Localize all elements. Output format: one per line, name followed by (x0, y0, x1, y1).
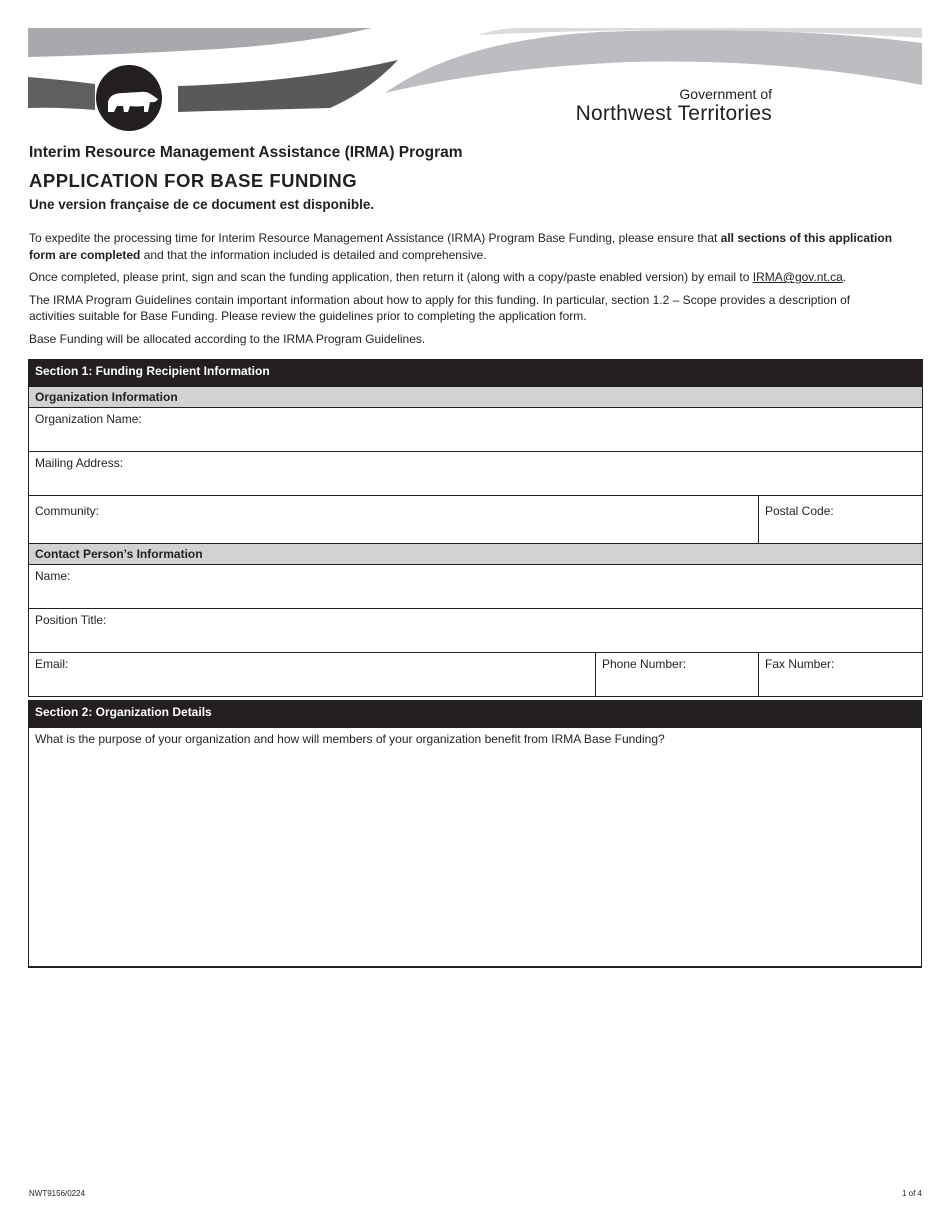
intro-paragraph-1 (29, 230, 894, 263)
community-field[interactable] (29, 496, 759, 544)
phone-number-field[interactable] (596, 653, 759, 697)
intro-paragraph-3: The IRMA Program Guidelines contain important information about how to apply for this funding. In particular, section 1.2 – Scope provides a description of activities suitable for Base Funding. Please review the guidelines prior to completing the application form. (29, 292, 851, 323)
program-title: Interim Resource Management Assistance (IRMA) Program (29, 144, 463, 161)
position-title-field[interactable] (29, 609, 923, 653)
email-field[interactable] (29, 653, 596, 697)
irma-email-link[interactable]: IRMA@gov.nt.ca (752, 270, 843, 284)
contact-name-field[interactable] (29, 565, 923, 609)
government-wordmark (576, 86, 772, 126)
intro-p1-text: To expedite the processing time for Interim Resource Management Assistance (IRMA) Program Base Funding, please ensure that (29, 231, 721, 245)
banner-swoosh-top (28, 28, 372, 57)
contact-name-label: Name: (35, 569, 71, 583)
form-number: NWT9156/0224 (29, 1189, 86, 1198)
section1-heading: Section 1: Funding Recipient Information (29, 360, 923, 387)
section2-heading: Section 2: Organization Details (29, 701, 922, 728)
intro-p2-end: . (842, 270, 847, 284)
email-label: Email: (35, 657, 69, 671)
section2-table (28, 700, 922, 968)
org-info-subheading: Organization Information (29, 387, 923, 408)
organization-purpose-question: What is the purpose of your organization and how will members of your organization benefit from IRMA Base Funding? (35, 732, 665, 746)
page-number: 1 of 4 (901, 1189, 922, 1198)
community-label: Community: (35, 504, 100, 518)
organization-name-label: Organization Name: (35, 412, 142, 426)
postal-code-label: Postal Code: (765, 504, 834, 518)
postal-code-field[interactable] (759, 496, 923, 544)
fax-number-field[interactable] (759, 653, 923, 697)
intro-paragraph-2 (29, 269, 894, 286)
intro-text (29, 230, 894, 353)
french-notice: Une version française de ce document est disponible. (29, 197, 375, 212)
gnwt-logo (96, 65, 162, 131)
contact-info-subheading: Contact Person’s Information (29, 544, 923, 565)
banner-swoosh-right-light (385, 30, 922, 93)
mailing-address-label: Mailing Address: (35, 456, 124, 470)
banner-swoosh-mid (178, 60, 398, 112)
organization-purpose-field[interactable] (29, 728, 922, 968)
intro-p2-text: Once completed, please print, sign and scan the funding application, then return it (along with a copy/paste enabled version) by email to (29, 270, 753, 284)
gov-line1: Government of (679, 86, 772, 102)
phone-number-label: Phone Number: (602, 657, 687, 671)
application-title: APPLICATION FOR BASE FUNDING (29, 170, 358, 191)
banner-swoosh-left (28, 77, 95, 110)
gov-line2: Northwest Territories (575, 102, 772, 125)
fax-number-label: Fax Number: (765, 657, 835, 671)
intro-p1-text-end: and that the information included is detailed and comprehensive. (140, 247, 487, 262)
intro-p1-bold: all sections of this application form are completed (29, 231, 893, 262)
mailing-address-field[interactable] (29, 452, 923, 496)
intro-paragraph-4: Base Funding will be allocated according to the IRMA Program Guidelines. (29, 331, 426, 346)
header-banner (0, 0, 950, 135)
organization-name-field[interactable] (29, 408, 923, 452)
section1-table (28, 359, 923, 697)
position-title-label: Position Title: (35, 613, 107, 627)
